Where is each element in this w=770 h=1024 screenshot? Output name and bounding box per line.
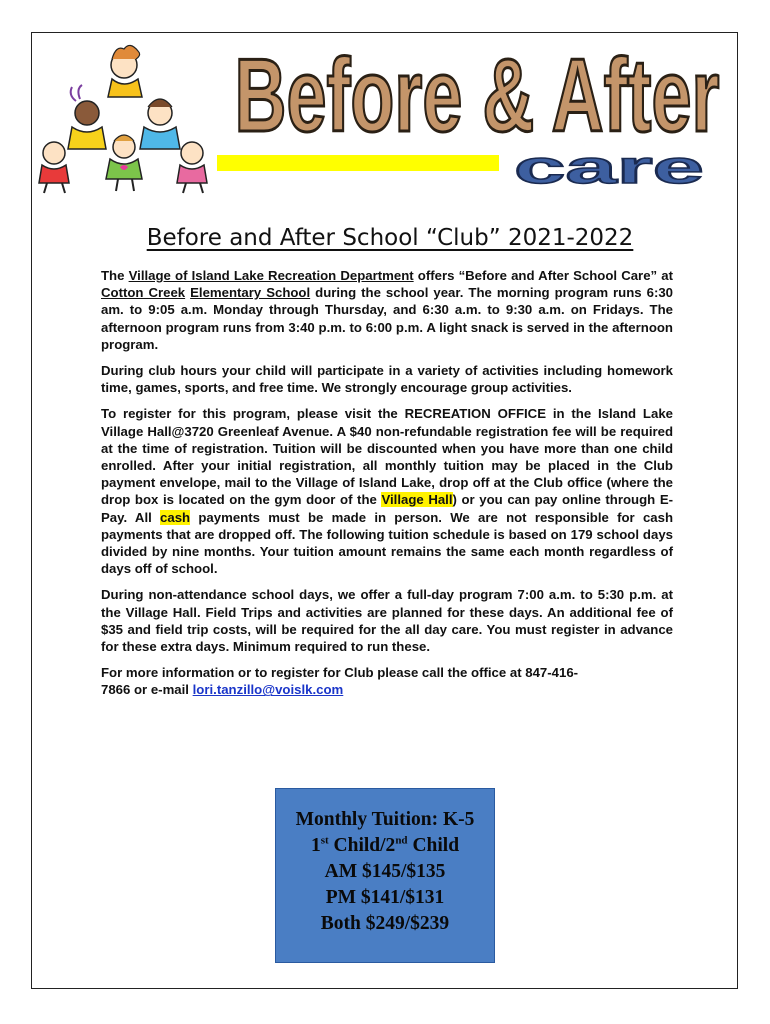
paragraph-intro <box>101 267 673 353</box>
banner-title: Before & After <box>234 43 720 143</box>
text-span: 1 <box>310 835 321 856</box>
tuition-both: Both $249/$239 <box>320 913 450 934</box>
tuition-pm: PM $141/$131 <box>325 887 445 908</box>
highlight-cash: cash <box>160 509 191 525</box>
paragraph-non-attendance: During non-attendance school days, we offer a full-day program 7:00 a.m. to 5:30 p.m. at the Village Hall. Field Trips and activities are planned for these days. An additional fee of $35 and field trip costs, will be required for the all day care. You must register in advance for these extra days. Minimum required to run these. <box>101 587 673 655</box>
text-span: The <box>101 268 129 283</box>
paragraph-contact <box>101 664 673 698</box>
flyer-page <box>31 32 738 989</box>
paragraph-activities: During club hours your child will participate in a variety of activities including homework time, games, sports, and free time. We strongly encourage group activities. <box>101 363 673 396</box>
school-name-1: Cotton Creek <box>101 285 186 301</box>
superscript: st <box>320 834 329 847</box>
email-link[interactable]: lori.tanzillo@voislk.com <box>192 682 344 698</box>
page-title: Before and After School “Club” 2021-2022 <box>146 225 634 251</box>
text-span: To register for this program, please visit the RECREATION OFFICE in the Island Lake Village Hall@3720 Greenleaf Avenue. A $40 non-refundable registration fee will be required at the time of registration. Tuition will be discounted when you have more than one child enrolled. After your initial registration, all monthly tuition may be placed in the Club payment envelope, mail to the Village of Island Lake, drop off at the Club office (where the drop box is located on the gym door of the <box>101 406 673 508</box>
text-span: 7866 or e-mail <box>101 682 193 698</box>
banner-title-graphic <box>227 43 727 143</box>
text-span: offers “Before and After School Care” at <box>413 268 673 283</box>
banner-subtitle: care <box>514 141 704 191</box>
text-span: during the school year. The morning program runs 6:30 am. to 9:05 a.m. Monday through Thursday, and 6:30 a.m. to 9:30 a.m. on Fridays. The afternoon program runs from 3:40 p.m. to 6:00 p.m. A light snack is served in the afternoon program. <box>101 285 673 352</box>
banner-stripe <box>217 155 499 171</box>
highlight-village-hall: Village Hall <box>381 492 453 508</box>
kids-pyramid-illustration <box>32 35 217 195</box>
paragraph-registration <box>101 405 673 577</box>
tuition-title: Monthly Tuition: K-5 <box>295 809 475 830</box>
text-span: payments must be made in person. We are not responsible for cash payments that are dropped off. The following tuition schedule is based on 179 school days divided by nine months. Your tuition amount remains the same each month regardless of days off of school. <box>101 509 674 577</box>
text-span: Child <box>407 835 460 856</box>
text-span: Child/2 <box>328 835 396 856</box>
tuition-box <box>275 788 495 963</box>
text-span: ) or you can pay online through E-Pay. All <box>101 492 674 525</box>
department-name: Village of Island Lake Recreation Department <box>128 268 414 283</box>
banner-care-graphic <box>217 141 717 191</box>
body-text <box>101 267 673 708</box>
tuition-children-line <box>276 833 494 859</box>
text-span: For more information or to register for Club please call the office at 847-416- <box>101 665 579 681</box>
tuition-am: AM $145/$135 <box>324 861 446 882</box>
superscript: nd <box>395 834 408 847</box>
school-name-2: Elementary School <box>190 285 311 301</box>
